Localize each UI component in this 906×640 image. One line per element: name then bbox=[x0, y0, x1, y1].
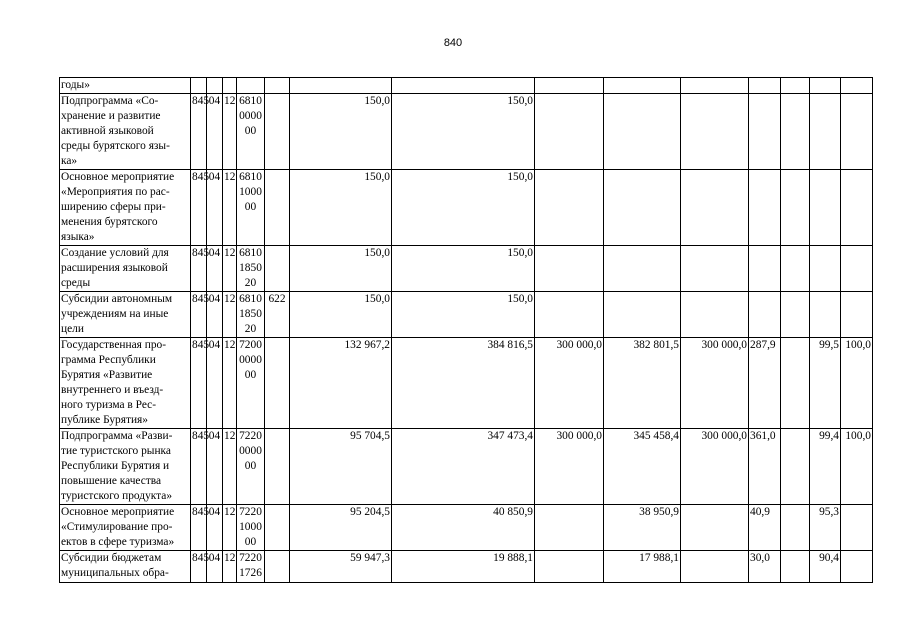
table-row bbox=[60, 292, 873, 338]
target-article-code: 7220 0000 00 bbox=[237, 429, 265, 505]
value-col-5: 300 000,0 bbox=[681, 429, 749, 505]
value-col-2: 384 816,5 bbox=[392, 338, 535, 429]
section-code: 04 bbox=[207, 551, 223, 583]
value-col-9 bbox=[841, 78, 873, 94]
budget-table bbox=[59, 77, 873, 583]
value-col-6: 40,9 bbox=[749, 505, 781, 551]
table-row bbox=[60, 246, 873, 292]
value-col-3 bbox=[535, 78, 604, 94]
admin-code bbox=[191, 78, 207, 94]
section-code: 04 bbox=[207, 429, 223, 505]
expense-type-code bbox=[265, 170, 290, 246]
value-col-9 bbox=[841, 551, 873, 583]
value-col-7 bbox=[781, 292, 810, 338]
value-col-8: 95,3 bbox=[810, 505, 841, 551]
table-row bbox=[60, 338, 873, 429]
section-code: 04 bbox=[207, 292, 223, 338]
value-col-4 bbox=[604, 94, 681, 170]
subsection-code: 12 bbox=[223, 551, 237, 583]
target-article-code: 7220 1726 bbox=[237, 551, 265, 583]
section-code bbox=[207, 78, 223, 94]
value-col-7 bbox=[781, 429, 810, 505]
table-row bbox=[60, 94, 873, 170]
target-article-code bbox=[237, 78, 265, 94]
expense-type-code bbox=[265, 338, 290, 429]
target-article-code: 6810 1850 20 bbox=[237, 246, 265, 292]
value-col-3: 300 000,0 bbox=[535, 429, 604, 505]
expense-type-code bbox=[265, 429, 290, 505]
value-col-7 bbox=[781, 551, 810, 583]
admin-code: 845 bbox=[191, 551, 207, 583]
value-col-1: 59 947,3 bbox=[290, 551, 392, 583]
value-col-1: 95 204,5 bbox=[290, 505, 392, 551]
row-name: Подпрограмма «Разви- тие туристского рынка Республики Бурятия и повышение качества туристского продукта» bbox=[60, 429, 191, 505]
value-col-5 bbox=[681, 170, 749, 246]
value-col-3 bbox=[535, 246, 604, 292]
table-row bbox=[60, 429, 873, 505]
value-col-8: 99,4 bbox=[810, 429, 841, 505]
section-code: 04 bbox=[207, 338, 223, 429]
value-col-6 bbox=[749, 94, 781, 170]
expense-type-code bbox=[265, 505, 290, 551]
value-col-8: 99,5 bbox=[810, 338, 841, 429]
value-col-9 bbox=[841, 246, 873, 292]
row-name: Подпрограмма «Со- хранение и развитие активной языковой среды бурятского язы- ка» bbox=[60, 94, 191, 170]
value-col-7 bbox=[781, 78, 810, 94]
value-col-4 bbox=[604, 78, 681, 94]
target-article-code: 7220 1000 00 bbox=[237, 505, 265, 551]
subsection-code bbox=[223, 78, 237, 94]
value-col-2: 19 888,1 bbox=[392, 551, 535, 583]
value-col-1: 132 967,2 bbox=[290, 338, 392, 429]
value-col-2: 347 473,4 bbox=[392, 429, 535, 505]
value-col-5 bbox=[681, 94, 749, 170]
value-col-3 bbox=[535, 551, 604, 583]
value-col-8 bbox=[810, 170, 841, 246]
value-col-4 bbox=[604, 170, 681, 246]
value-col-8 bbox=[810, 94, 841, 170]
value-col-8 bbox=[810, 78, 841, 94]
table-row bbox=[60, 78, 873, 94]
admin-code: 845 bbox=[191, 338, 207, 429]
value-col-5: 300 000,0 bbox=[681, 338, 749, 429]
subsection-code: 12 bbox=[223, 338, 237, 429]
row-name: Субсидии бюджетам муниципальных обра- bbox=[60, 551, 191, 583]
row-name: Государственная про- грамма Республики Бурятия «Развитие внутреннего и въезд- ного туризма в Рес- публике Бурятия» bbox=[60, 338, 191, 429]
admin-code: 845 bbox=[191, 292, 207, 338]
value-col-1: 150,0 bbox=[290, 292, 392, 338]
value-col-4 bbox=[604, 246, 681, 292]
section-code: 04 bbox=[207, 94, 223, 170]
row-name: Основное мероприятие «Мероприятия по рас- ширению сферы при- менения бурятского языка» bbox=[60, 170, 191, 246]
value-col-4: 345 458,4 bbox=[604, 429, 681, 505]
value-col-3 bbox=[535, 94, 604, 170]
value-col-8: 90,4 bbox=[810, 551, 841, 583]
expense-type-code: 622 bbox=[265, 292, 290, 338]
row-name: годы» bbox=[60, 78, 191, 94]
subsection-code: 12 bbox=[223, 429, 237, 505]
subsection-code: 12 bbox=[223, 170, 237, 246]
value-col-6: 287,9 bbox=[749, 338, 781, 429]
target-article-code: 6810 1850 20 bbox=[237, 292, 265, 338]
value-col-1: 150,0 bbox=[290, 170, 392, 246]
value-col-5 bbox=[681, 292, 749, 338]
value-col-7 bbox=[781, 170, 810, 246]
value-col-6 bbox=[749, 170, 781, 246]
value-col-4: 17 988,1 bbox=[604, 551, 681, 583]
value-col-1: 150,0 bbox=[290, 246, 392, 292]
value-col-1 bbox=[290, 78, 392, 94]
value-col-5 bbox=[681, 78, 749, 94]
target-article-code: 6810 0000 00 bbox=[237, 94, 265, 170]
value-col-2 bbox=[392, 78, 535, 94]
admin-code: 845 bbox=[191, 505, 207, 551]
subsection-code: 12 bbox=[223, 246, 237, 292]
value-col-1: 150,0 bbox=[290, 94, 392, 170]
value-col-2: 150,0 bbox=[392, 170, 535, 246]
section-code: 04 bbox=[207, 170, 223, 246]
value-col-9 bbox=[841, 292, 873, 338]
value-col-5 bbox=[681, 246, 749, 292]
value-col-3: 300 000,0 bbox=[535, 338, 604, 429]
value-col-7 bbox=[781, 505, 810, 551]
subsection-code: 12 bbox=[223, 292, 237, 338]
value-col-8 bbox=[810, 246, 841, 292]
value-col-7 bbox=[781, 246, 810, 292]
value-col-4: 382 801,5 bbox=[604, 338, 681, 429]
row-name: Субсидии автономным учреждениям на иные цели bbox=[60, 292, 191, 338]
value-col-9 bbox=[841, 505, 873, 551]
value-col-2: 40 850,9 bbox=[392, 505, 535, 551]
expense-type-code bbox=[265, 78, 290, 94]
value-col-9 bbox=[841, 170, 873, 246]
target-article-code: 6810 1000 00 bbox=[237, 170, 265, 246]
value-col-6: 361,0 bbox=[749, 429, 781, 505]
value-col-2: 150,0 bbox=[392, 94, 535, 170]
value-col-1: 95 704,5 bbox=[290, 429, 392, 505]
admin-code: 845 bbox=[191, 94, 207, 170]
value-col-2: 150,0 bbox=[392, 292, 535, 338]
value-col-6 bbox=[749, 292, 781, 338]
value-col-3 bbox=[535, 170, 604, 246]
row-name: Создание условий для расширения языковой среды bbox=[60, 246, 191, 292]
value-col-3 bbox=[535, 505, 604, 551]
value-col-6: 30,0 bbox=[749, 551, 781, 583]
subsection-code: 12 bbox=[223, 94, 237, 170]
value-col-6 bbox=[749, 246, 781, 292]
admin-code: 845 bbox=[191, 170, 207, 246]
row-name: Основное мероприятие «Стимулирование про- ектов в сфере туризма» bbox=[60, 505, 191, 551]
table-row bbox=[60, 551, 873, 583]
expense-type-code bbox=[265, 94, 290, 170]
target-article-code: 7200 0000 00 bbox=[237, 338, 265, 429]
section-code: 04 bbox=[207, 246, 223, 292]
section-code: 04 bbox=[207, 505, 223, 551]
page-number: 840 bbox=[443, 37, 463, 49]
table-row bbox=[60, 505, 873, 551]
value-col-9: 100,0 bbox=[841, 338, 873, 429]
table-row bbox=[60, 170, 873, 246]
value-col-7 bbox=[781, 338, 810, 429]
value-col-3 bbox=[535, 292, 604, 338]
admin-code: 845 bbox=[191, 246, 207, 292]
value-col-9: 100,0 bbox=[841, 429, 873, 505]
value-col-2: 150,0 bbox=[392, 246, 535, 292]
expense-type-code bbox=[265, 246, 290, 292]
value-col-4 bbox=[604, 292, 681, 338]
value-col-5 bbox=[681, 551, 749, 583]
value-col-9 bbox=[841, 94, 873, 170]
value-col-7 bbox=[781, 94, 810, 170]
expense-type-code bbox=[265, 551, 290, 583]
value-col-8 bbox=[810, 292, 841, 338]
value-col-6 bbox=[749, 78, 781, 94]
value-col-5 bbox=[681, 505, 749, 551]
subsection-code: 12 bbox=[223, 505, 237, 551]
admin-code: 845 bbox=[191, 429, 207, 505]
value-col-4: 38 950,9 bbox=[604, 505, 681, 551]
